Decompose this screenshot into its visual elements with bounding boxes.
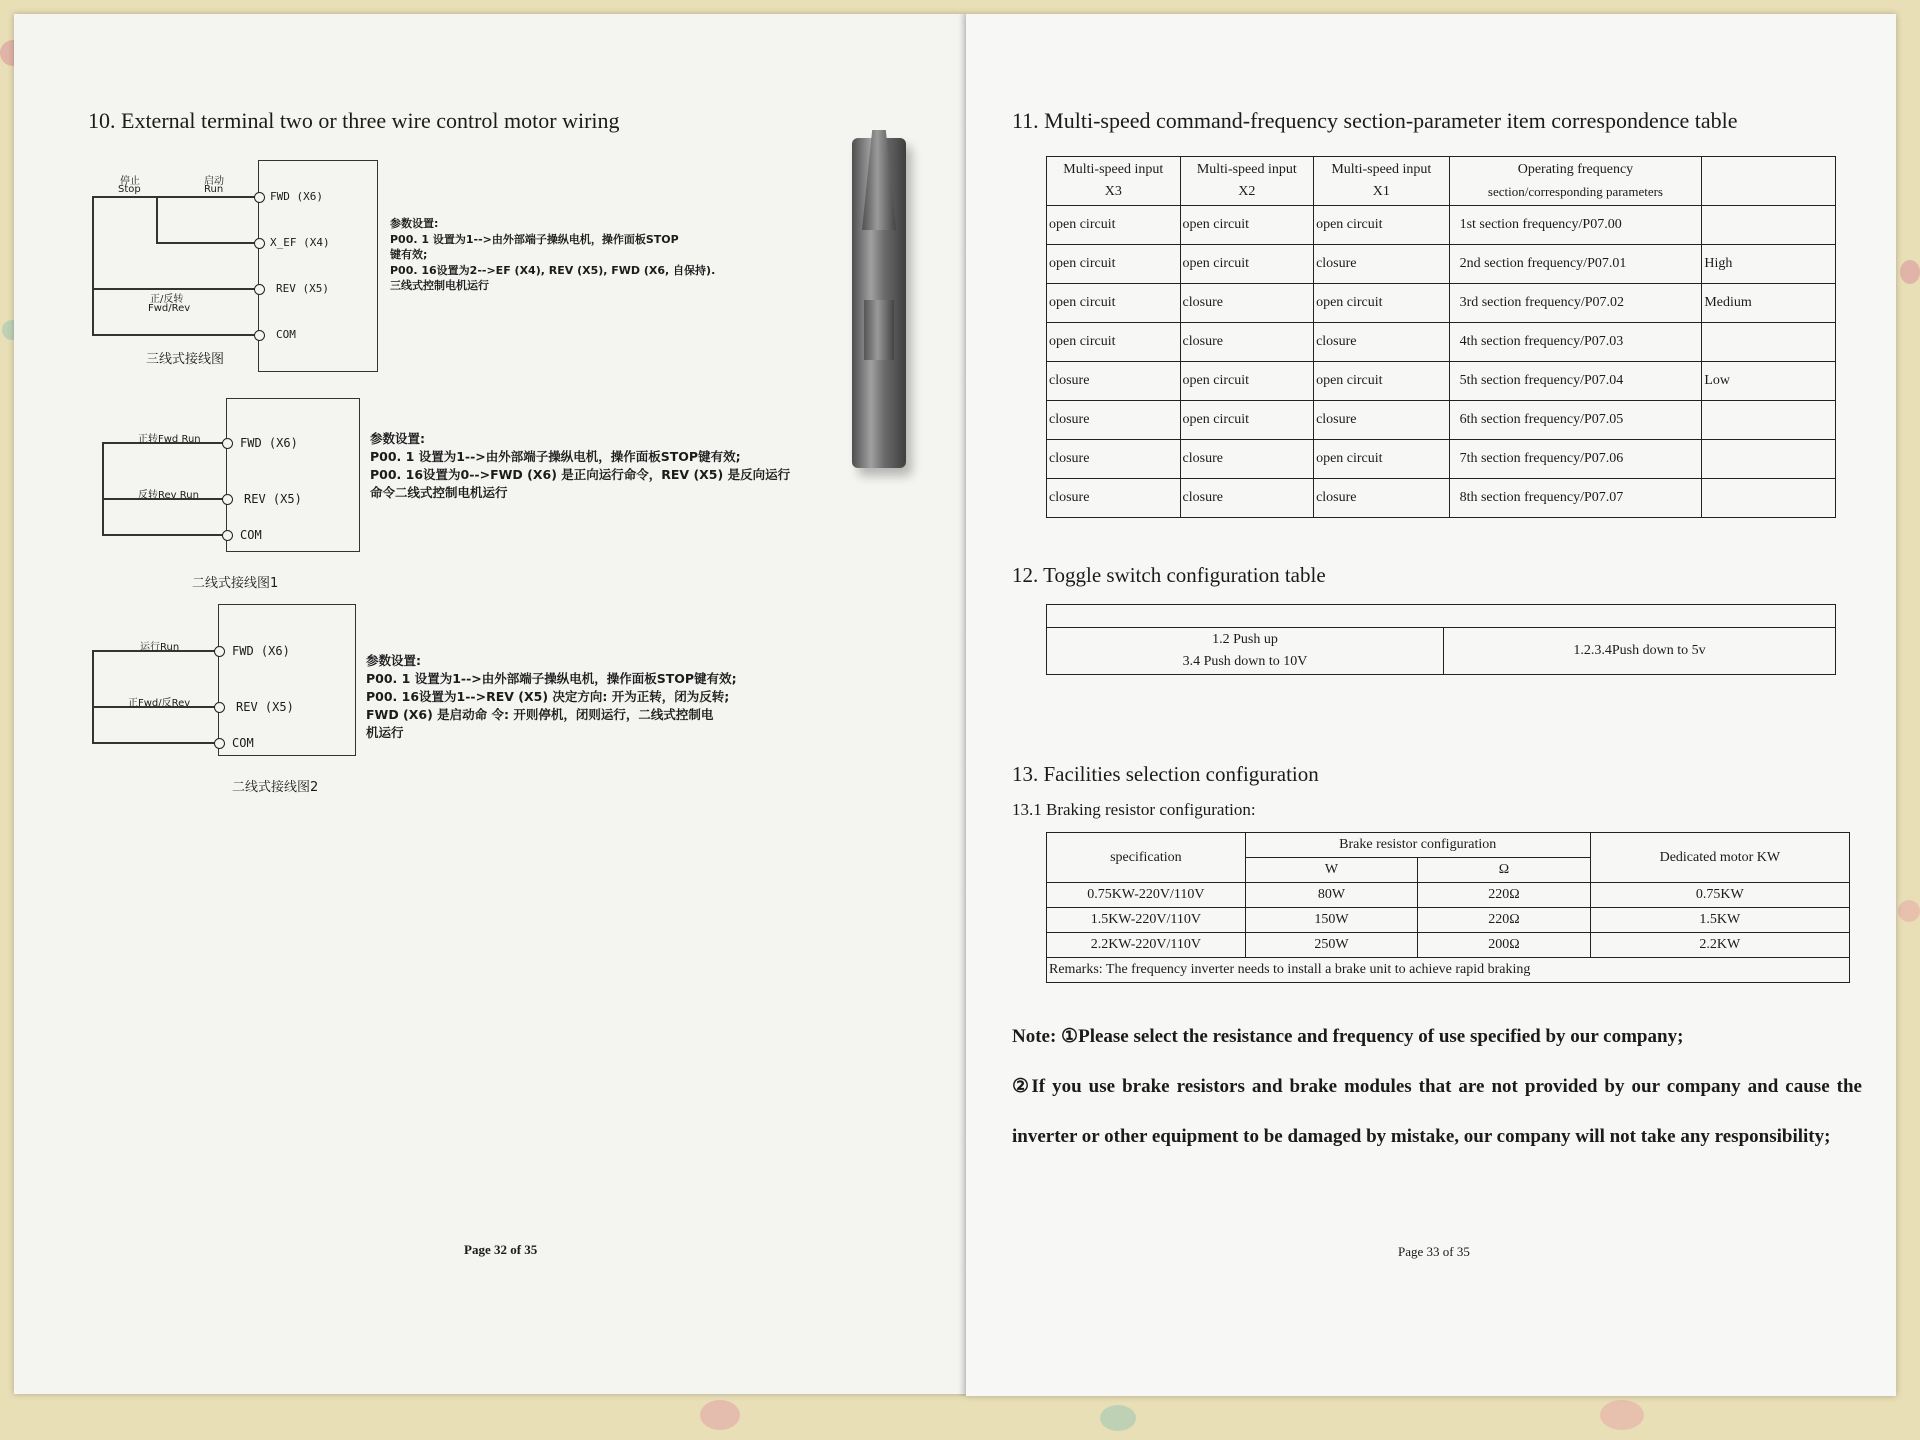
header-cell [1180,157,1314,206]
header-line: Operating frequency [1517,162,1634,177]
table-cell: closure [1047,362,1181,401]
spec-header: specification [1047,833,1246,883]
table-cell: 80W [1245,883,1418,908]
page-number-right: Page 33 of 35 [1398,1244,1470,1259]
table-cell: open circuit [1314,362,1450,401]
brake-config-header: Brake resistor configuration [1245,833,1590,858]
run-label: 运行Run [140,642,180,653]
table-cell: 2.2KW-220V/110V [1047,933,1246,958]
diagram-caption: 三线式接线图 [146,352,225,367]
toggle-right-cell: 1.2.3.4Push down to 5v [1444,628,1836,675]
table-cell: closure [1180,323,1314,362]
terminal-fwd: FWD (X6) [232,644,290,658]
table-cell: 220Ω [1418,883,1590,908]
table-cell: open circuit [1047,284,1181,323]
note-paragraph [1012,1012,1862,1162]
table-cell: closure [1047,401,1181,440]
diagram-caption: 二线式接线图1 [192,576,279,591]
table-cell: open circuit [1180,206,1314,245]
table-cell: High [1702,245,1836,284]
section-13-1-subheading: 13.1 Braking resistor configuration: [1012,800,1256,819]
table-cell: 4th section frequency/P07.03 [1449,323,1702,362]
header-line: Multi-speed input [1331,162,1432,177]
table-cell: closure [1314,323,1450,362]
background-flower [1898,900,1920,922]
table-cell: open circuit [1314,440,1450,479]
table-cell: closure [1314,401,1450,440]
table-cell: 1.5KW-220V/110V [1047,908,1246,933]
table-cell: 220Ω [1418,908,1590,933]
table-cell: 3rd section frequency/P07.02 [1449,284,1702,323]
table-cell: 5th section frequency/P07.04 [1449,362,1702,401]
table-cell: 0.75KW [1590,883,1849,908]
header-cell [1047,157,1181,206]
background-flower [1900,260,1920,284]
section-10-heading: 10. External terminal two or three wire control motor wiring [88,108,620,133]
header-line: Multi-speed input [1063,162,1164,177]
param-line: 参数设置: [390,217,439,230]
param-line: 键有效; [390,248,428,261]
table-cell: Medium [1702,284,1836,323]
param-line: P00. 16设置为2-->EF (X4), REV (X5), FWD (X6, 自保持). [390,263,716,277]
param-line: P00. 1 设置为1-->由外部端子操纵电机，操作面板STOP键有效; [370,449,741,464]
table-row [1047,362,1836,401]
table-cell: closure [1047,479,1181,518]
table-cell: 150W [1245,908,1418,933]
table-cell: open circuit [1180,401,1314,440]
param-block-3 [366,652,737,742]
param-line: P00. 16设置为0-->FWD (X6) 是正向运行命令，REV (X5) 是反向运行 [370,467,791,482]
multi-speed-table [1046,156,1836,518]
param-line: P00. 1 设置为1-->由外部端子操纵电机，操作面板STOP [390,232,679,246]
table-cell: 1.5KW [1590,908,1849,933]
table-row [1047,245,1836,284]
controller-box [218,604,356,756]
note-line-1: Note: ①Please select the resistance and frequency of use specified by our company; [1012,1026,1684,1047]
table-cell [1702,206,1836,245]
run-label-en: Run [204,184,224,195]
table-row [1047,883,1850,908]
header-line: X1 [1372,184,1390,199]
brake-resistor-table [1046,832,1850,983]
table-cell: closure [1180,479,1314,518]
param-line: 三线式控制电机运行 [390,279,489,292]
run-label-cn: 启动 [204,176,224,187]
param-line: 参数设置: [370,431,425,446]
terminal-com: COM [276,328,296,341]
param-block-2 [370,430,790,502]
terminal-rev: REV (X5) [244,492,302,506]
param-line: 参数设置: [366,653,421,668]
table-cell: closure [1314,479,1450,518]
rev-run-label: 反转Rev Run [138,490,199,501]
table-cell: open circuit [1314,206,1450,245]
toggle-switch-table [1046,604,1836,675]
remarks-row: Remarks: The frequency inverter needs to install a brake unit to achieve rapid braking [1047,958,1850,983]
terminal-fwd: FWD (X6) [270,190,323,203]
terminal-com: COM [232,736,254,750]
terminal-fwd: FWD (X6) [240,436,298,450]
table-cell: 2nd section frequency/P07.01 [1449,245,1702,284]
param-line: P00. 1 设置为1-->由外部端子操纵电机，操作面板STOP键有效; [366,671,737,686]
screwdriver-bit-neck [864,300,894,360]
terminal-com: COM [240,528,262,542]
fwd-rev-label: 正Fwd/反Rev [128,698,191,709]
table-cell: 8th section frequency/P07.07 [1449,479,1702,518]
param-block-1 [390,216,715,294]
table-row [1047,323,1836,362]
header-line: Multi-speed input [1196,162,1297,177]
header-line: X3 [1104,184,1122,199]
toggle-line: 3.4 Push down to 10V [1182,654,1308,669]
header-cell [1449,157,1702,206]
terminal-rev: REV (X5) [276,282,329,295]
param-line: 命令二线式控制电机运行 [370,485,508,500]
param-line: 机运行 [366,725,404,740]
table-row [1047,479,1836,518]
fwdrev-label-cn: 正/反转 [150,294,184,305]
ohm-header: Ω [1418,858,1590,883]
background-flower [700,1400,740,1430]
table-cell: 250W [1245,933,1418,958]
param-line: P00. 16设置为1-->REV (X5) 决定方向: 开为正转，闭为反转; [366,689,730,704]
table-cell: open circuit [1047,206,1181,245]
motor-kw-header: Dedicated motor KW [1590,833,1849,883]
table-row [1047,933,1850,958]
table-cell: open circuit [1180,362,1314,401]
header-cell [1314,157,1450,206]
table-cell: closure [1180,440,1314,479]
toggle-table-blank-row [1047,605,1836,628]
table-cell: 200Ω [1418,933,1590,958]
header-line: X2 [1238,184,1256,199]
background-flower [1600,1400,1644,1430]
table-header-row [1047,157,1836,206]
table-cell: 7th section frequency/P07.06 [1449,440,1702,479]
table-cell: 6th section frequency/P07.05 [1449,401,1702,440]
page-number-left: Page 32 of 35 [464,1242,538,1257]
watt-header: W [1245,858,1418,883]
table-cell: Low [1702,362,1836,401]
param-line: FWD (X6) 是启动命 令: 开则停机，闭则运行，二线式控制电 [366,707,714,722]
section-12-heading: 12. Toggle switch configuration table [1012,563,1326,587]
table-cell: 2.2KW [1590,933,1849,958]
table-cell: open circuit [1180,245,1314,284]
terminal-rev: REV (X5) [236,700,294,714]
table-row [1047,206,1836,245]
table-cell [1702,440,1836,479]
section-13-heading: 13. Facilities selection configuration [1012,762,1319,786]
header-line: section/corresponding parameters [1487,184,1663,199]
table-cell: 0.75KW-220V/110V [1047,883,1246,908]
table-cell: open circuit [1047,323,1181,362]
table-cell [1702,479,1836,518]
stop-label-en: Stop [118,184,141,195]
table-cell: closure [1047,440,1181,479]
table-cell [1702,323,1836,362]
table-cell [1702,401,1836,440]
table-cell: open circuit [1047,245,1181,284]
terminal-xef: X_EF (X4) [270,236,330,249]
header-cell [1702,157,1836,206]
note-line-2: ②If you use brake resistors and brake modules that are not provided by our company and cause the inverter or other equipment to be damaged by mistake, our company will not take any responsibility; [1012,1076,1862,1147]
diagram-caption: 二线式接线图2 [232,780,319,795]
table-cell: closure [1180,284,1314,323]
background-flower [1100,1405,1136,1431]
table-row [1047,440,1836,479]
stop-label-cn: 停止 [120,176,140,187]
fwdrev-label-en: Fwd/Rev [148,303,191,314]
table-row [1047,284,1836,323]
toggle-left-cell [1047,628,1444,675]
table-row [1047,908,1850,933]
toggle-line: 1.2 Push up [1212,632,1278,647]
table-cell: closure [1314,245,1450,284]
fwd-run-label: 正转Fwd Run [138,434,201,445]
table-row [1047,401,1836,440]
section-11-heading: 11. Multi-speed command-frequency section-parameter item correspondence table [1012,108,1738,133]
table-cell: open circuit [1314,284,1450,323]
table-cell: 1st section frequency/P07.00 [1449,206,1702,245]
